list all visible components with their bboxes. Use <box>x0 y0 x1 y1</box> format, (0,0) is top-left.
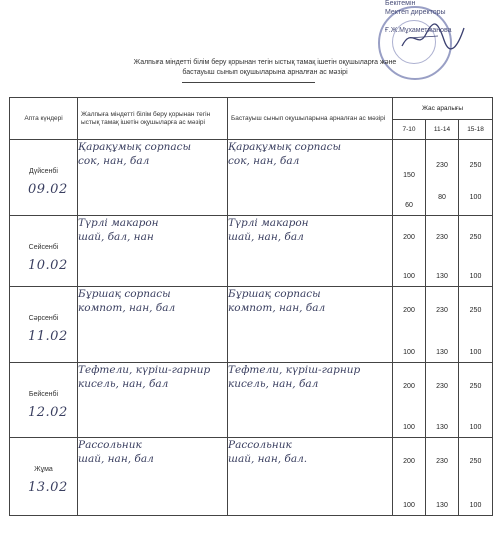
portion-11-14 <box>426 438 459 516</box>
portion-7-10 <box>393 438 426 516</box>
title-line-2: бастауыш сынып оқушыларына арналған ас мәзірі <box>182 69 348 76</box>
portion-value: 100 <box>469 424 482 431</box>
portion-value: 60 <box>405 202 413 209</box>
document-title <box>120 58 410 78</box>
day-cell <box>10 287 78 363</box>
table-row <box>10 287 493 363</box>
primary-menu-cell <box>228 287 393 363</box>
portion-value: 130 <box>436 502 448 509</box>
primary-menu-line: кисель, нан, бал <box>228 378 319 390</box>
primary-menu-line: Бұршақ сорпасы <box>228 288 321 300</box>
fund-menu-cell <box>78 363 228 438</box>
portion-value: 130 <box>436 273 448 280</box>
day-cell <box>10 140 78 216</box>
portion-value: 100 <box>403 349 415 356</box>
approval-line: Бекітемін <box>385 0 416 7</box>
portion-value: 100 <box>469 273 482 280</box>
portion-value: 230 <box>436 383 448 390</box>
portion-value: 100 <box>469 349 482 356</box>
title-underline <box>182 82 315 83</box>
header-age-group: Жас аралығы <box>393 98 493 120</box>
portion-15-18 <box>459 216 493 287</box>
portion-value: 130 <box>436 424 448 431</box>
portion-value: 250 <box>469 307 482 314</box>
portion-value: 80 <box>438 194 446 201</box>
portion-value: 230 <box>436 162 448 169</box>
table-row <box>10 140 493 216</box>
day-date: 10.02 <box>28 258 68 273</box>
day-cell <box>10 438 78 516</box>
primary-menu-line: сок, нан, бал <box>228 155 300 167</box>
portion-15-18 <box>459 287 493 363</box>
portion-15-18 <box>459 438 493 516</box>
portion-value: 250 <box>469 383 482 390</box>
primary-menu-line: шай, нан, бал. <box>228 453 308 465</box>
header-age-7-10: 7-10 <box>393 120 426 140</box>
day-date: 12.02 <box>28 405 68 420</box>
portion-11-14 <box>426 140 459 216</box>
day-date: 11.02 <box>28 329 68 344</box>
header-fund-menu: Жалпыға міндетті білім беру қорынан тегін ыстық тамақ ішетін оқушыларға ас мәзірі <box>78 98 228 140</box>
day-date: 13.02 <box>28 480 68 495</box>
fund-menu-line: сок, нан, бал <box>78 155 150 167</box>
day-date: 09.02 <box>28 182 68 197</box>
day-name: Бейсенбі <box>28 391 59 398</box>
menu-table <box>9 97 493 516</box>
portion-11-14 <box>426 287 459 363</box>
day-cell <box>10 216 78 287</box>
day-name: Сейсенбі <box>28 244 59 251</box>
portion-value: 230 <box>436 307 448 314</box>
title-line-1: Жалпыға міндетті білім беру қорынан тегін ыстық тамақ ішетін оқушыларға және <box>133 59 397 66</box>
fund-menu-line: Рассольник <box>78 439 142 451</box>
portion-value: 200 <box>403 383 415 390</box>
table-row <box>10 438 493 516</box>
table-row <box>10 216 493 287</box>
table-row <box>10 363 493 438</box>
portion-value: 100 <box>403 424 415 431</box>
portion-value: 200 <box>403 234 415 241</box>
header-age-11-14: 11-14 <box>426 120 459 140</box>
approval-line: Мектеп директоры <box>385 8 446 16</box>
portion-value: 250 <box>469 234 482 241</box>
portion-7-10 <box>393 140 426 216</box>
fund-menu-line: кисель, нан, бал <box>78 378 169 390</box>
fund-menu-line: Бұршақ сорпасы <box>78 288 171 300</box>
portion-value: 200 <box>403 458 415 465</box>
fund-menu-line: шай, нан, бал <box>78 453 154 465</box>
day-name: Сәрсенбі <box>28 315 59 322</box>
portion-7-10 <box>393 363 426 438</box>
primary-menu-cell <box>228 438 393 516</box>
portion-value: 230 <box>436 234 448 241</box>
portion-7-10 <box>393 216 426 287</box>
portion-value: 250 <box>469 458 482 465</box>
portion-11-14 <box>426 363 459 438</box>
portion-value: 200 <box>403 307 415 314</box>
portion-value: 100 <box>403 273 415 280</box>
portion-11-14 <box>426 216 459 287</box>
fund-menu-line: Тефтели, күріш-гарнир <box>78 364 211 376</box>
approval-line: Ғ.Ж.Мұхаметжанова <box>385 27 452 34</box>
fund-menu-line: Түрлі макарон <box>78 217 159 229</box>
day-name: Жұма <box>34 466 53 473</box>
portion-value: 130 <box>436 349 448 356</box>
portion-value: 230 <box>436 458 448 465</box>
header-age-15-18: 15-18 <box>459 120 493 140</box>
primary-menu-cell <box>228 363 393 438</box>
portion-15-18 <box>459 140 493 216</box>
portion-value: 100 <box>469 194 482 201</box>
primary-menu-line: Тефтели, күріш-гарнир <box>228 364 361 376</box>
portion-value: 100 <box>403 502 415 509</box>
primary-menu-line: компот, нан, бал <box>228 302 326 314</box>
fund-menu-line: компот, нан, бал <box>78 302 176 314</box>
primary-menu-line: Рассольник <box>228 439 292 451</box>
portion-value: 100 <box>469 502 482 509</box>
portion-value: 250 <box>469 162 482 169</box>
fund-menu-line: Қарақұмық сорпасы <box>78 141 192 153</box>
portion-15-18 <box>459 363 493 438</box>
header-primary-menu: Бастауыш сынып оқушыларына арналған ас мәзірі <box>228 98 393 140</box>
fund-menu-cell <box>78 140 228 216</box>
day-name: Дүйсенбі <box>29 168 58 175</box>
primary-menu-cell <box>228 140 393 216</box>
primary-menu-line: Түрлі макарон <box>228 217 309 229</box>
fund-menu-cell <box>78 287 228 363</box>
approval-block <box>385 0 497 36</box>
fund-menu-cell <box>78 438 228 516</box>
primary-menu-line: шай, нан, бал <box>228 231 304 243</box>
portion-value: 150 <box>403 172 415 179</box>
fund-menu-cell <box>78 216 228 287</box>
primary-menu-line: Қарақұмық сорпасы <box>228 141 342 153</box>
header-day: Апта күндері <box>10 98 78 140</box>
day-cell <box>10 363 78 438</box>
primary-menu-cell <box>228 216 393 287</box>
fund-menu-line: шай, бал, нан <box>78 231 154 243</box>
portion-7-10 <box>393 287 426 363</box>
